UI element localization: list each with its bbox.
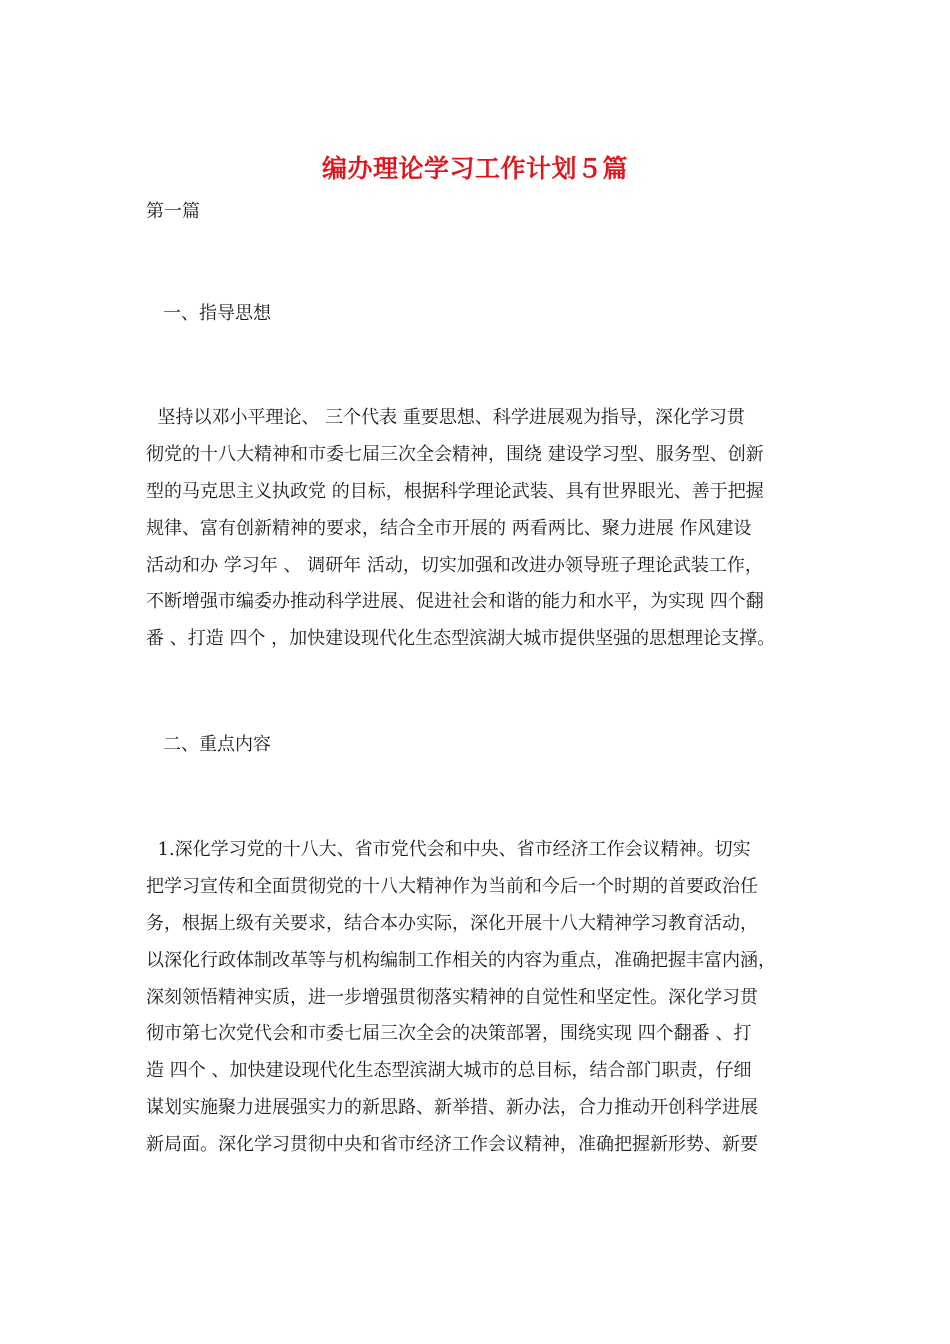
paragraph-line: 以深化行政体制改革等与机构编制工作相关的内容为重点，准确把握丰富内涵，: [146, 949, 776, 971]
paragraph-line: 型的马克思主义执政党 的目标，根据科学理论武装、具有世界眼光、善于把握: [146, 480, 764, 502]
paragraph-line: 把学习宣传和全面贯彻党的十八大精神作为当前和今后一个时期的首要政治任: [146, 875, 758, 897]
paragraph-line: 1.深化学习党的十八大、省市党代会和中央、省市经济工作会议精神。切实: [146, 839, 751, 860]
paragraph-line: 谋划实施聚力进展强实力的新思路、新举措、新办法，合力推动开创科学进展: [146, 1097, 758, 1119]
paragraph-line: 务，根据上级有关要求，结合本办实际，深化开展十八大精神学习教育活动，: [146, 912, 758, 934]
section-heading-key-content: 二、重点内容: [163, 734, 271, 755]
section-paragraph-key-content: [146, 832, 826, 1164]
paragraph-line: 深刻领悟精神实质，进一步增强贯彻落实精神的自觉性和坚定性。深化学习贯: [146, 986, 758, 1008]
paragraph-line: 活动和办 学习年 、 调研年 活动，切实加强和改进办领导班子理论武装工作，: [146, 554, 763, 576]
paragraph-line: 彻党的十八大精神和市委七届三次全会精神，围绕 建设学习型、服务型、创新: [146, 443, 764, 465]
part-label: 第一篇: [146, 201, 200, 222]
paragraph-line: 彻市第七次党代会和市委七届三次全会的决策部署，围绕实现 四个翻番 、打: [146, 1023, 752, 1045]
section-heading-guiding-ideology: 一、指导思想: [163, 303, 271, 324]
paragraph-line: 番 、打造 四个 ，加快建设现代化生态型滨湖大城市提供坚强的思想理论支撑。: [146, 628, 776, 650]
section-paragraph-guiding-ideology: [146, 400, 826, 658]
paragraph-line: 规律、富有创新精神的要求，结合全市开展的 两看两比、聚力进展 作风建设: [146, 517, 752, 539]
paragraph-line: 不断增强市编委办推动科学进展、促进社会和谐的能力和水平，为实现 四个翻: [146, 591, 764, 613]
paragraph-line: 造 四个 、加快建设现代化生态型滨湖大城市的总目标，结合部门职责，仔细: [146, 1060, 752, 1082]
paragraph-line: 坚持以邓小平理论、 三个代表 重要思想、科学进展观为指导，深化学习贯: [146, 407, 745, 428]
document-title: 编办理论学习工作计划５篇: [321, 154, 628, 183]
paragraph-line: 新局面。深化学习贯彻中央和省市经济工作会议精神，准确把握新形势、新要: [146, 1134, 758, 1156]
